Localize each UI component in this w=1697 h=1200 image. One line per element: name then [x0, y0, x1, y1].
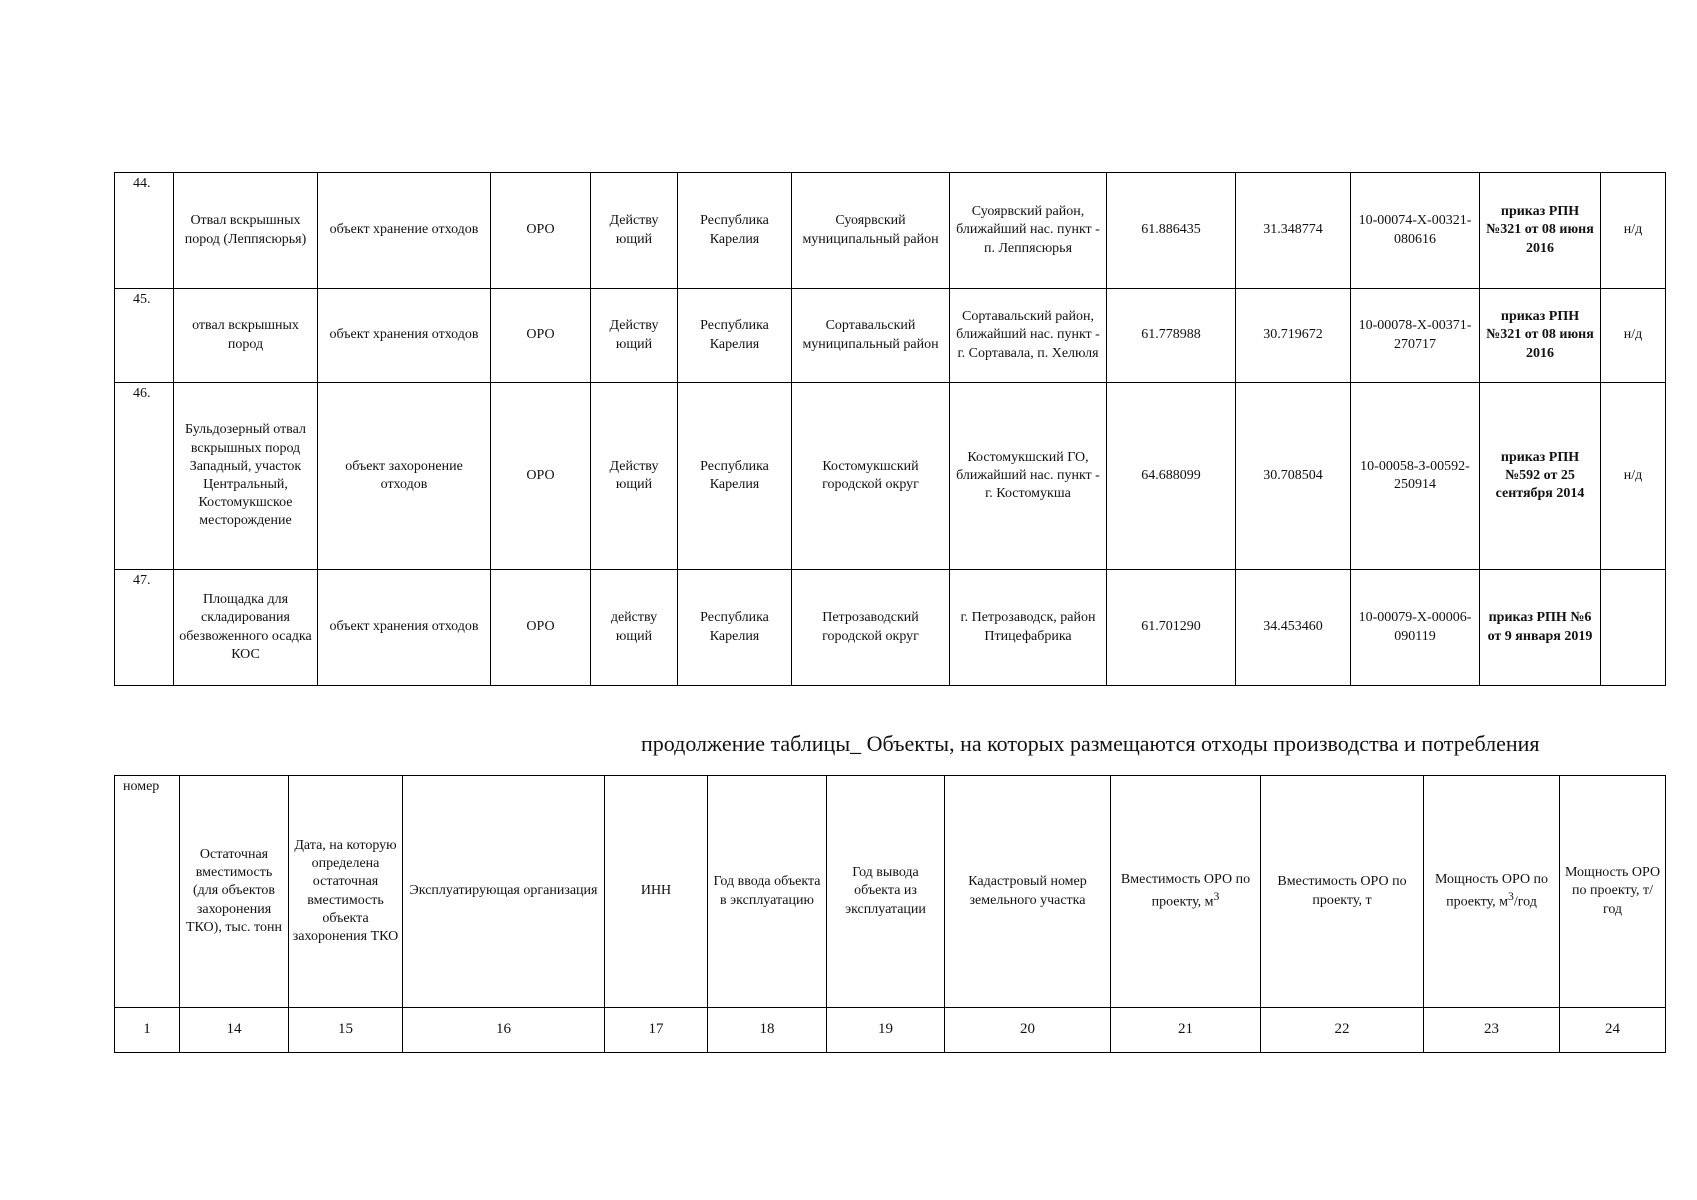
region-text: Республика Карелия: [700, 610, 769, 644]
cell-object-type: [491, 173, 591, 289]
cell-object-purpose: [318, 570, 491, 686]
cell-longitude: [1236, 570, 1351, 686]
cell-latitude: [1107, 173, 1236, 289]
header-cell-capacity-date: Дата, на которую определена остаточная вместимость объекта захоронения ТКО: [289, 776, 403, 1008]
object-status-text: Действу ющий: [609, 318, 659, 352]
latitude-text: 61.778988: [1141, 327, 1201, 343]
cell-region: [678, 383, 792, 570]
cell-object-name: [174, 173, 318, 289]
region-text: Республика Карелия: [700, 213, 769, 247]
cell-object-type: [491, 383, 591, 570]
column-number: 20: [945, 1008, 1111, 1053]
column-number: 18: [708, 1008, 827, 1053]
column-number: 15: [289, 1008, 403, 1053]
municipality-text: Суоярвский муниципальный район: [802, 213, 939, 247]
header-cell-year-commissioned: Год ввода объекта в эксплуатацию: [708, 776, 827, 1008]
header-cell-power-m3: [1424, 776, 1560, 1008]
cell-region: [678, 570, 792, 686]
header-cell-operator: Эксплуатирующая организация: [403, 776, 605, 1008]
table-caption: продолжение таблицы_ Объекты, на которых размещаются отходы производства и потребления: [641, 731, 1540, 756]
cell-location: [950, 173, 1107, 289]
objects-table-continuation: [114, 775, 1666, 1053]
cell-row-number: [115, 383, 174, 570]
cell-longitude: [1236, 173, 1351, 289]
municipality-text: Петрозаводский городской округ: [822, 610, 919, 644]
registry-number-text: 10-00074-Х-00321-080616: [1358, 213, 1472, 247]
header-cell-capacity-m3: [1111, 776, 1261, 1008]
cell-object-name: [174, 570, 318, 686]
cell-latitude: [1107, 289, 1236, 383]
cell-object-name: [174, 383, 318, 570]
header-cell-remaining-capacity: Остаточная вместимость (для объектов захоронения ТКО), тыс. тонн: [180, 776, 289, 1008]
order-text: приказ РПН №592 от 25 сентября 2014: [1495, 449, 1585, 502]
row-number-text: 44.: [133, 176, 151, 191]
object-status-text: Действу ющий: [609, 458, 659, 492]
cell-extra-value: [1601, 383, 1666, 570]
cell-municipality: [792, 173, 950, 289]
longitude-text: 30.719672: [1263, 327, 1323, 343]
cell-order: [1480, 570, 1601, 686]
table-row: [115, 570, 1666, 686]
municipality-text: Сортавальский муниципальный район: [802, 318, 939, 352]
cell-object-purpose: [318, 383, 491, 570]
cell-location: [950, 289, 1107, 383]
cell-municipality: [792, 570, 950, 686]
cell-municipality: [792, 383, 950, 570]
column-number: 22: [1261, 1008, 1424, 1053]
latitude-text: 61.886435: [1141, 222, 1201, 238]
column-number: 21: [1111, 1008, 1261, 1053]
row-number-text: 46.: [133, 386, 151, 401]
cell-row-number: [115, 289, 174, 383]
object-purpose-text: объект хранение отходов: [329, 222, 479, 238]
object-purpose-text: объект хранения отходов: [329, 619, 479, 635]
longitude-text: 31.348774: [1263, 222, 1323, 238]
cell-municipality: [792, 289, 950, 383]
object-purpose-text: объект захоронение отходов: [345, 458, 463, 492]
longitude-text: 30.708504: [1263, 467, 1323, 483]
cell-row-number: [115, 570, 174, 686]
extra-value-text: н/д: [1623, 327, 1643, 343]
cell-location: [950, 383, 1107, 570]
order-text: приказ РПН №321 от 08 июня 2016: [1486, 204, 1594, 256]
cell-location: [950, 570, 1107, 686]
column-number: 1: [115, 1008, 180, 1053]
header-text: Мощность ОРО по проекту, м: [1434, 871, 1549, 910]
row-number-text: 45.: [133, 292, 151, 307]
cell-registry-number: [1351, 173, 1480, 289]
latitude-text: 64.688099: [1141, 467, 1201, 483]
table-row: [115, 289, 1666, 383]
cell-extra-value: [1601, 173, 1666, 289]
registry-number-text: 10-00078-Х-00371-270717: [1358, 318, 1472, 352]
row-number-text: 47.: [133, 573, 151, 588]
column-number-row: [115, 1008, 1666, 1053]
registry-number-text: 10-00079-Х-00006-090119: [1358, 610, 1472, 644]
location-text: г. Петрозаводск, район Птицефабрика: [960, 610, 1096, 644]
cell-longitude: [1236, 289, 1351, 383]
cell-longitude: [1236, 383, 1351, 570]
superscript: 3: [1508, 890, 1514, 904]
object-purpose-text: объект хранения отходов: [329, 327, 479, 343]
extra-value-text: н/д: [1623, 222, 1643, 238]
cell-latitude: [1107, 570, 1236, 686]
object-status-text: действу ющий: [610, 610, 658, 644]
header-cell-year-decommissioned: Год вывода объекта из эксплуатации: [827, 776, 945, 1008]
header-text: Вместимость ОРО по проекту, м: [1120, 871, 1251, 910]
cell-object-status: [591, 173, 678, 289]
object-name-text: Площадка для складирования обезвоженного осадка КОС: [179, 592, 312, 662]
column-number: 19: [827, 1008, 945, 1053]
cell-order: [1480, 289, 1601, 383]
objects-table-top: [114, 172, 1666, 686]
cell-latitude: [1107, 383, 1236, 570]
region-text: Республика Карелия: [700, 458, 769, 492]
cell-object-name: [174, 289, 318, 383]
object-status-text: Действу ющий: [609, 213, 659, 247]
municipality-text: Костомукшский городской округ: [822, 458, 919, 492]
cell-object-type: [491, 570, 591, 686]
cell-object-status: [591, 383, 678, 570]
order-text: приказ РПН №6 от 9 января 2019: [1487, 610, 1593, 644]
object-type-text: ОРО: [526, 327, 555, 343]
location-text: Суоярвский район, ближайший нас. пункт - п. Леппясюрья: [956, 204, 1100, 256]
header-row: [115, 776, 1666, 1008]
cell-registry-number: [1351, 570, 1480, 686]
column-number: 16: [403, 1008, 605, 1053]
header-cell-power-t: Мощность ОРО по проекту, т/год: [1560, 776, 1666, 1008]
cell-object-purpose: [318, 289, 491, 383]
latitude-text: 61.701290: [1141, 619, 1201, 635]
cell-order: [1480, 383, 1601, 570]
header-cell-capacity-t: Вместимость ОРО по проекту, т: [1261, 776, 1424, 1008]
column-number: 14: [180, 1008, 289, 1053]
cell-region: [678, 289, 792, 383]
object-type-text: ОРО: [526, 619, 555, 635]
location-text: Сортавальский район, ближайший нас. пункт - г. Сортавала, п. Хелюля: [956, 309, 1100, 361]
object-type-text: ОРО: [526, 222, 555, 238]
longitude-text: 34.453460: [1263, 619, 1323, 635]
table-row: [115, 383, 1666, 570]
cell-region: [678, 173, 792, 289]
order-text: приказ РПН №321 от 08 июня 2016: [1486, 309, 1594, 361]
cell-order: [1480, 173, 1601, 289]
cell-registry-number: [1351, 383, 1480, 570]
header-cell-cadastral-number: Кадастровый номер земельного участка: [945, 776, 1111, 1008]
object-type-text: ОРО: [526, 467, 555, 483]
cell-object-status: [591, 570, 678, 686]
registry-number-text: 10-00058-З-00592-250914: [1360, 458, 1470, 492]
region-text: Республика Карелия: [700, 318, 769, 352]
cell-object-type: [491, 289, 591, 383]
header-cell-inn: ИНН: [605, 776, 708, 1008]
column-number: 17: [605, 1008, 708, 1053]
object-name-text: Отвал вскрышных пород (Леппясюрья): [184, 213, 307, 247]
superscript: 3: [1213, 890, 1220, 904]
cell-row-number: [115, 173, 174, 289]
table-row: [115, 173, 1666, 289]
object-name-text: отвал вскрышных пород: [192, 318, 299, 352]
header-cell-number: номер: [115, 776, 180, 1008]
cell-extra-value: [1601, 289, 1666, 383]
cell-extra-value: [1601, 570, 1666, 686]
header-suffix: /год: [1513, 894, 1537, 910]
extra-value-text: н/д: [1623, 467, 1643, 483]
location-text: Костомукшский ГО, ближайший нас. пункт - г. Костомукша: [956, 449, 1100, 502]
column-number: 23: [1424, 1008, 1560, 1053]
object-name-text: Бульдозерный отвал вскрышных пород Западный, участок Центральный, Костомукшское месторождение: [185, 422, 306, 529]
cell-object-purpose: [318, 173, 491, 289]
column-number: 24: [1560, 1008, 1666, 1053]
cell-object-status: [591, 289, 678, 383]
cell-registry-number: [1351, 289, 1480, 383]
